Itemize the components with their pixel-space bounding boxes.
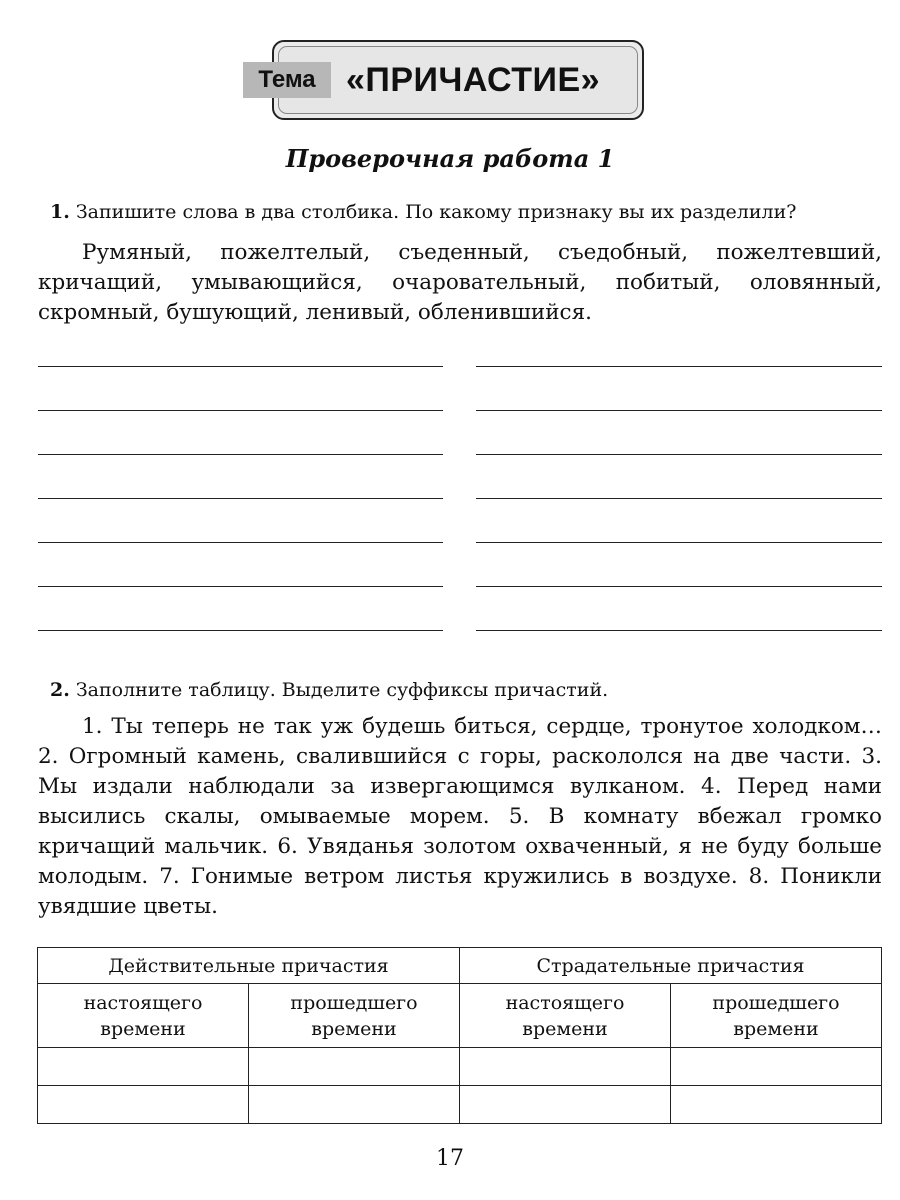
table-cell[interactable] [460,1048,671,1086]
table-row [38,1048,882,1086]
answer-line-row [38,586,882,630]
answer-line-right[interactable] [476,630,882,631]
active-present-header: настоящего времени [38,984,249,1048]
answer-line-row [38,542,882,586]
task-2-sentences: 1. Ты теперь не так уж будешь биться, сердце, тронутое холодком… 2. Огромный камень, свалившийся с горы, раскололся на две части. 3. Мы издали наблюдали за извергающимся вулканом. 4. Перед нами высились скалы, омываемые морем. 5. В комнату вбежал громко кричащий мальчик. 6. Увяданья золотом охваченный, я не буду больше молодым. 7. Гонимые ветром листья кружились в воздухе. 8. Поникли увядшие цветы. [38,714,882,919]
task-1-instruction [50,199,880,225]
answer-line-right[interactable] [476,410,882,411]
passive-past-header: прошедшего времени [671,984,882,1048]
answer-line-left[interactable] [38,410,443,411]
answer-line-left[interactable] [38,586,443,587]
answer-line-row [38,630,882,674]
table-group-header-row [38,948,882,984]
task-2-instruction [50,677,880,703]
participle-table [37,947,882,1124]
table-cell[interactable] [671,1048,882,1086]
answer-line-left[interactable] [38,366,443,367]
answer-lines [38,366,882,674]
task-1-word-list: Румяный, пожелтелый, съеденный, съедобный, пожелтевший, кричащий, умывающийся, очаровательный, побитый, оловянный, скромный, бушующий, ленивый, обленившийся. [38,240,882,325]
page-number: 17 [436,1146,464,1171]
answer-line-right[interactable] [476,542,882,543]
worksheet-subtitle: Проверочная работа 1 [285,144,615,173]
answer-line-row [38,498,882,542]
table-cell[interactable] [38,1048,249,1086]
answer-line-row [38,366,882,410]
table-cell[interactable] [671,1086,882,1124]
table-cell[interactable] [38,1086,249,1124]
table-subheader-row [38,984,882,1048]
task-2-instruction-text: Заполните таблицу. Выделите суффиксы причастий. [75,679,609,701]
answer-line-right[interactable] [476,454,882,455]
theme-label: Тема [243,62,331,98]
answer-line-left[interactable] [38,454,443,455]
answer-line-left[interactable] [38,630,443,631]
table-cell[interactable] [249,1086,460,1124]
answer-line-row [38,410,882,454]
task-1-instruction-text: Запишите слова в два столбика. По какому признаку вы их разделили? [75,201,797,223]
task-1-number: 1. [50,201,70,223]
active-participles-header: Действительные причастия [38,948,460,984]
answer-line-left[interactable] [38,498,443,499]
table-row [38,1086,882,1124]
active-past-header: прошедшего времени [249,984,460,1048]
answer-line-left[interactable] [38,542,443,543]
answer-line-right[interactable] [476,498,882,499]
answer-line-right[interactable] [476,366,882,367]
table-cell[interactable] [460,1086,671,1124]
passive-participles-header: Страдательные причастия [460,948,882,984]
passive-present-header: настоящего времени [460,984,671,1048]
answer-line-row [38,454,882,498]
table-cell[interactable] [249,1048,460,1086]
task-2-number: 2. [50,679,70,701]
answer-line-right[interactable] [476,586,882,587]
theme-title: «ПРИЧАСТИЕ» [346,61,601,99]
